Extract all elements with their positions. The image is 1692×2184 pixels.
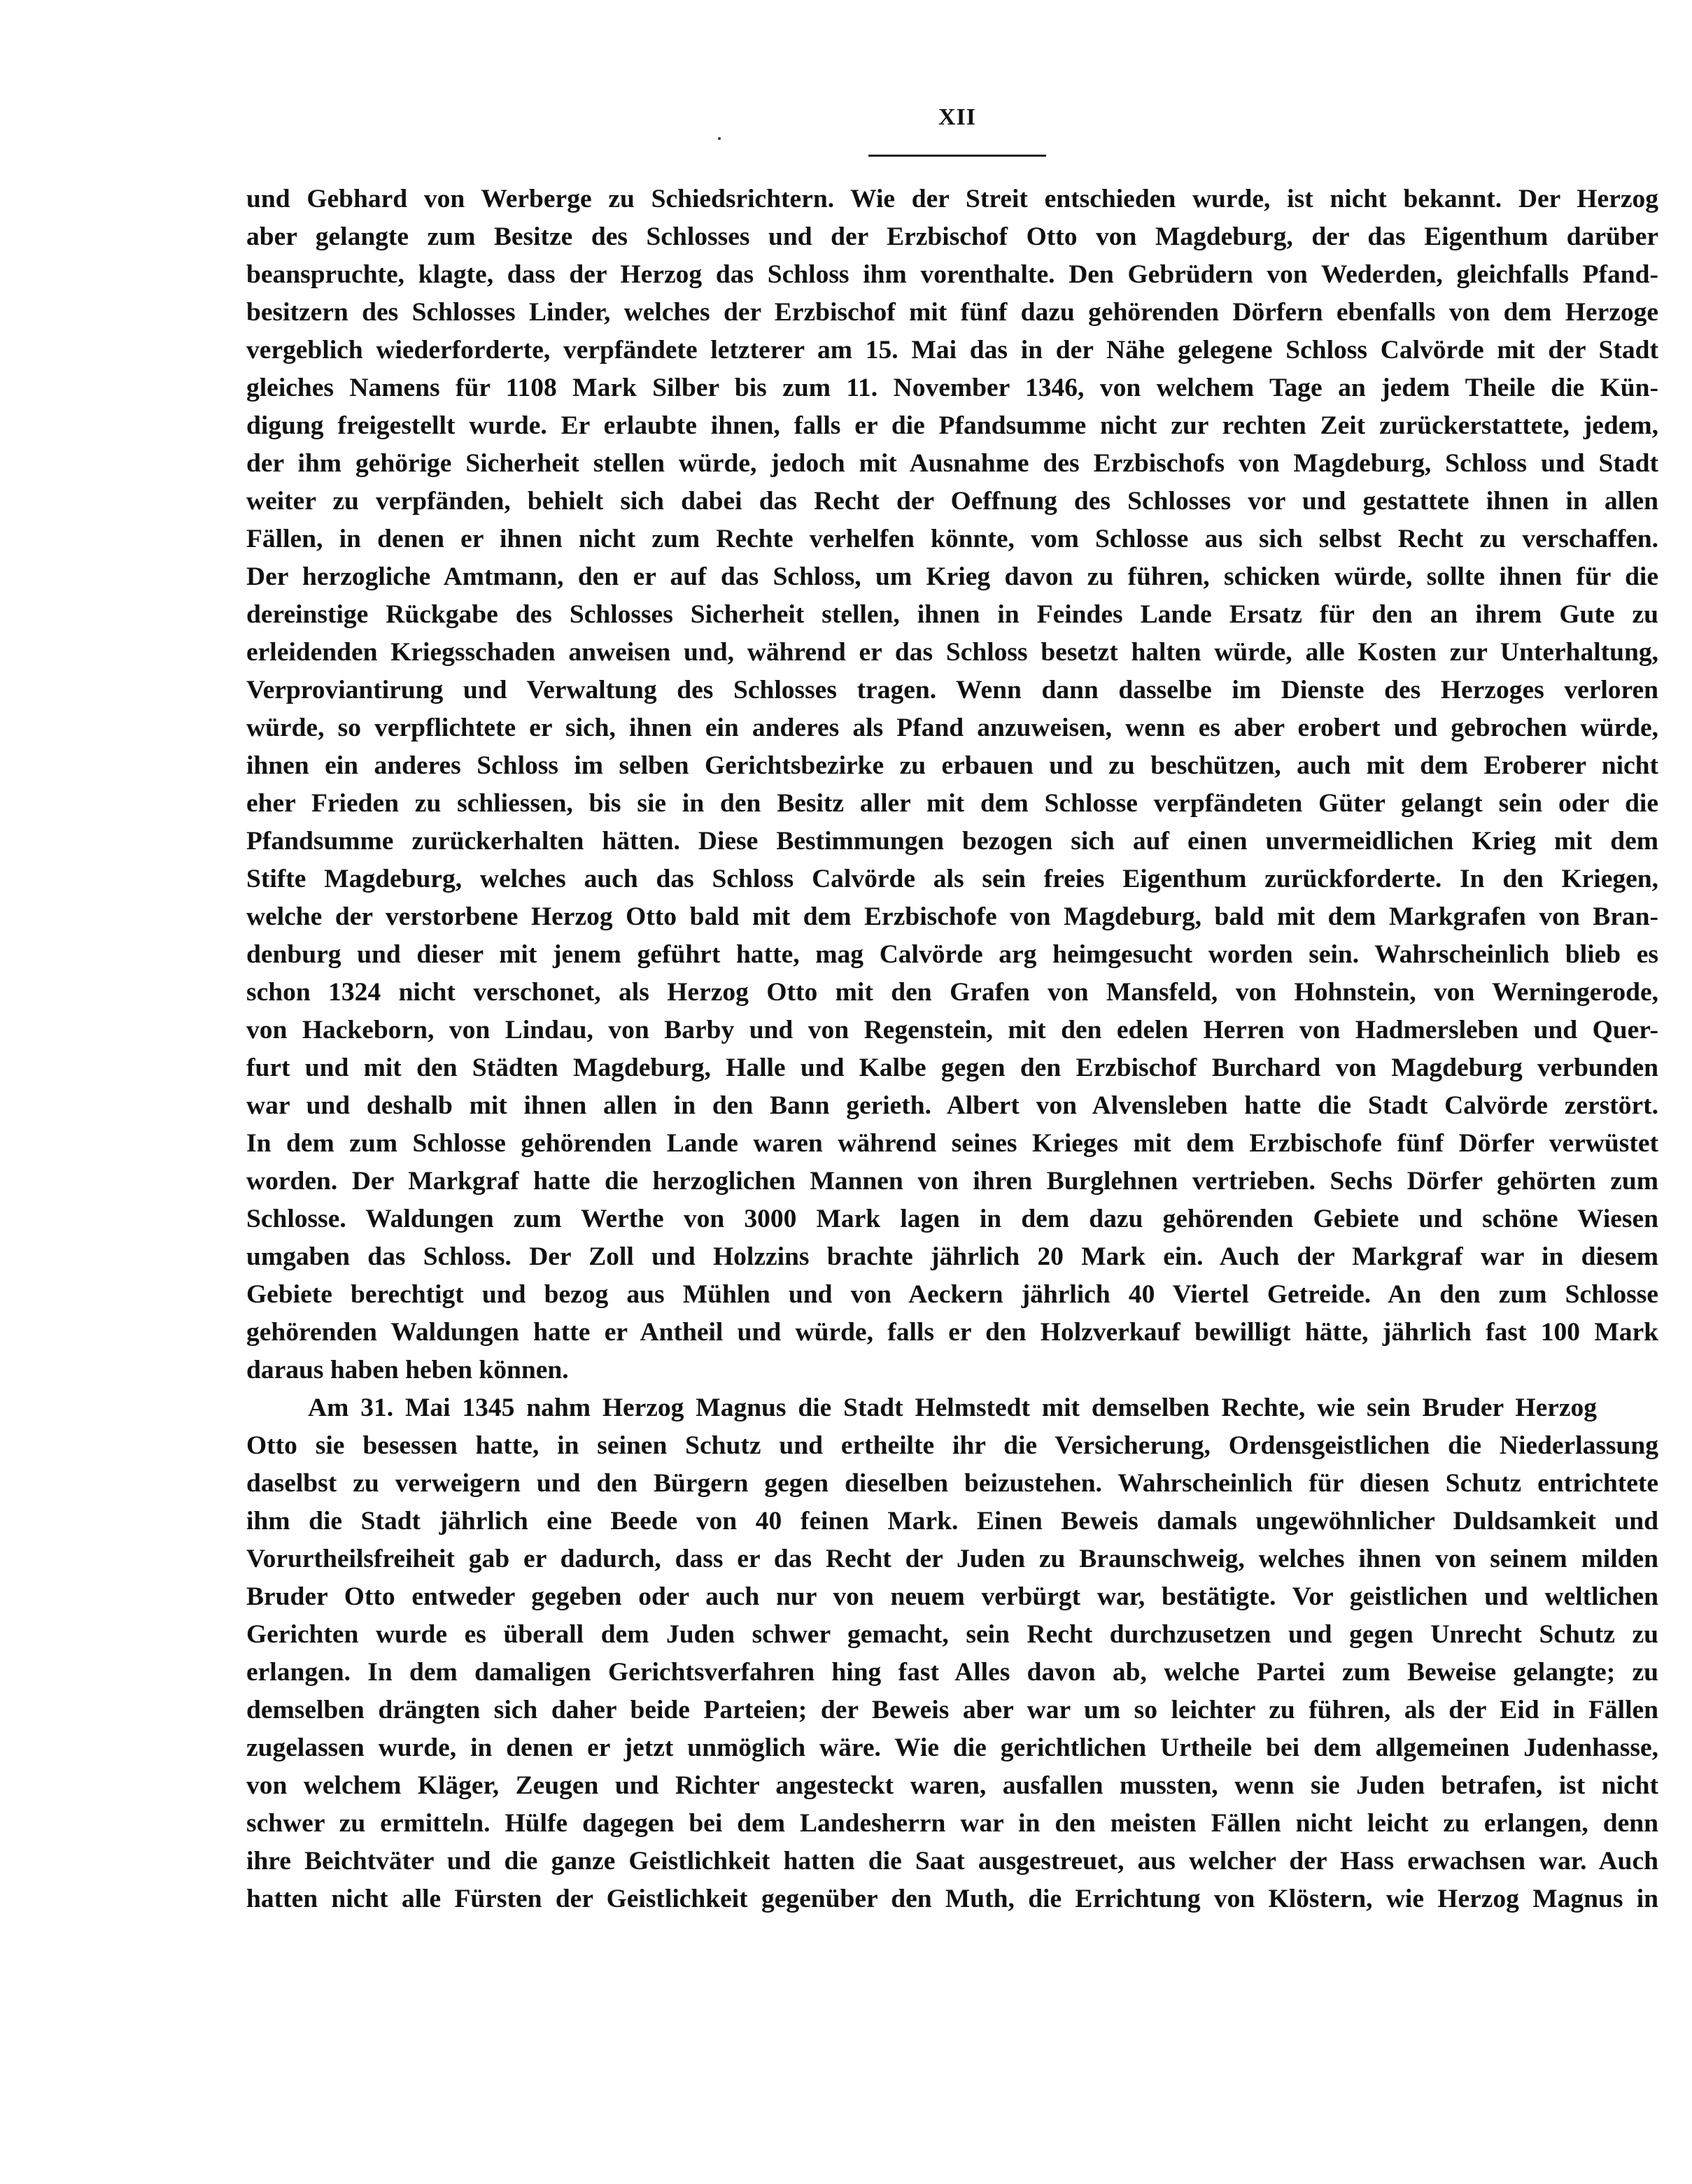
text-line: Bruder Otto entweder gegeben oder auch nur von neuem verbürgt war, bestätigte. Vor geistlichen und weltlichen [246,1582,1658,1611]
text-line: gleiches Namens für 1108 Mark Silber bis zum 11. November 1346, von welchem Tage an jedem Theile die Kün- [246,374,1658,402]
text-line: vergeblich wiederforderte, verpfändete letzterer am 15. Mai das in der Nähe gelegene Schloss Calvörde mit der Stadt [246,336,1658,364]
text-line: Stifte Magdeburg, welches auch das Schloss Calvörde als sein freies Eigenthum zurückforderte. In den Kriegen, [246,865,1658,893]
text-line: zugelassen wurde, in denen er jetzt unmöglich wäre. Wie die gerichtlichen Urtheile bei dem allgemeinen Judenhasse, [246,1733,1658,1762]
text-line: von welchem Kläger, Zeugen und Richter angesteckt waren, ausfallen mussten, wenn sie Juden betrafen, ist nicht [246,1771,1658,1800]
print-speck [718,137,721,140]
text-line: Am 31. Mai 1345 nahm Herzog Magnus die Stadt Helmstedt mit demselben Rechte, wie sein Bruder Herzog [308,1394,1597,1422]
text-line: digung freigestellt wurde. Er erlaubte ihnen, falls er die Pfandsumme nicht zur rechten Zeit zurückerstattete, jedem, [246,411,1658,440]
text-line: hatten nicht alle Fürsten der Geistlichkeit gegenüber den Muth, die Errichtung von Klöstern, wie Herzog Magnus in [246,1885,1658,1913]
page-number: XII [938,104,977,130]
body-text [246,180,1658,1918]
text-line: Der herzogliche Amtmann, den er auf das Schloss, um Krieg davon zu führen, schicken würde, sollte ihnen für die [246,562,1658,591]
text-line: ihre Beichtväter und die ganze Geistlichkeit hatten die Saat ausgestreuet, aus welcher der Hass erwachsen war. Auch [246,1847,1658,1875]
text-line: denburg und dieser mit jenem geführt hatte, mag Calvörde arg heimgesucht worden sein. Wahrscheinlich blieb es [246,940,1658,969]
text-line: beanspruchte, klagte, dass der Herzog das Schloss ihm vorenthalte. Den Gebrüdern von Wederden, gleichfalls Pfand- [246,260,1658,289]
text-line: demselben drängten sich daher beide Parteien; der Beweis aber war um so leichter zu führen, als der Eid in Fällen [246,1696,1658,1724]
text-line: der ihm gehörige Sicherheit stellen würde, jedoch mit Ausnahme des Erzbischofs von Magdeburg, Schloss und Stadt [246,449,1658,478]
text-line: erlangen. In dem damaligen Gerichtsverfahren hing fast Alles davon ab, welche Partei zum Beweise gelangte; zu [246,1658,1658,1687]
text-line: Schlosse. Waldungen zum Werthe von 3000 Mark lagen in dem dazu gehörenden Gebiete und schöne Wiesen [246,1205,1658,1233]
text-line: schon 1324 nicht verschonet, als Herzog Otto mit den Grafen von Mansfeld, von Hohnstein, von Werningerode, [246,978,1658,1007]
text-line: aber gelangte zum Besitze des Schlosses und der Erzbischof Otto von Magdeburg, der das Eigenthum darüber [246,222,1658,251]
text-line: weiter zu verpfänden, behielt sich dabei das Recht der Oeffnung des Schlosses vor und gestattete ihnen in allen [246,487,1658,516]
text-line: ihm die Stadt jährlich eine Beede von 40 feinen Mark. Einen Beweis damals ungewöhnlicher Duldsamkeit und [246,1507,1658,1536]
text-line: würde, so verpflichtete er sich, ihnen ein anderes als Pfand anzuweisen, wenn es aber erobert und gebrochen würde, [246,714,1658,742]
text-line: schwer zu ermitteln. Hülfe dagegen bei dem Landesherrn war in den meisten Fällen nicht leicht zu erlangen, denn [246,1809,1658,1838]
text-line: daselbst zu verweigern und den Bürgern gegen dieselben beizustehen. Wahrscheinlich für diesen Schutz entrichtete [246,1469,1658,1498]
text-line: war und deshalb mit ihnen allen in den Bann gerieth. Albert von Alvensleben hatte die Stadt Calvörde zerstört. [246,1091,1658,1120]
paragraph [246,180,1658,1389]
text-line: Gerichten wurde es überall dem Juden schwer gemacht, sein Recht durchzusetzen und gegen Unrecht Schutz zu [246,1620,1658,1649]
text-line: umgaben das Schloss. Der Zoll und Holzzins brachte jährlich 20 Mark ein. Auch der Markgraf war in diesem [246,1242,1658,1271]
text-line: erleidenden Kriegsschaden anweisen und, während er das Schloss besetzt halten würde, alle Kosten zur Unterhaltung, [246,638,1658,667]
text-line: Pfandsumme zurückerhalten hätten. Diese Bestimmungen bezogen sich auf einen unvermeidlichen Krieg mit dem [246,827,1658,856]
text-line: Otto sie besessen hatte, in seinen Schutz und ertheilte ihr die Versicherung, Ordensgeistlichen die Niederlassung [246,1431,1658,1460]
text-line: gehörenden Waldungen hatte er Antheil und würde, falls er den Holzverkauf bewilligt hätte, jährlich fast 100 Mark [246,1318,1658,1347]
text-line: ihnen ein anderes Schloss im selben Gerichtsbezirke zu erbauen und zu beschützen, auch mit dem Eroberer nicht [246,751,1658,780]
text-line: von Hackeborn, von Lindau, von Barby und von Regenstein, mit den edelen Herren von Hadmersleben und Quer- [246,1016,1658,1044]
text-line: daraus haben heben können. [246,1356,569,1384]
text-line: Vorurtheilsfreiheit gab er dadurch, dass er das Recht der Juden zu Braunschweig, welches ihnen von seinem milden [246,1545,1658,1573]
text-line: und Gebhard von Werberge zu Schiedsrichtern. Wie der Streit entschieden wurde, ist nicht bekannt. Der Herzog [246,185,1658,213]
text-line: Gebiete berechtigt und bezog aus Mühlen und von Aeckern jährlich 40 Viertel Getreide. An den zum Schlosse [246,1280,1658,1309]
text-line: furt und mit den Städten Magdeburg, Halle und Kalbe gegen den Erzbischof Burchard von Magdeburg verbunden [246,1054,1658,1082]
page-header [0,0,1692,168]
text-line: worden. Der Markgraf hatte die herzoglichen Mannen von ihren Burglehnen vertrieben. Sechs Dörfer gehörten zum [246,1167,1658,1196]
text-line: Fällen, in denen er ihnen nicht zum Rechte verhelfen könnte, vom Schlosse aus sich selbst Recht zu verschaffen. [246,525,1658,553]
text-line: besitzern des Schlosses Linder, welches der Erzbischof mit fünf dazu gehörenden Dörfern ebenfalls von dem Herzoge [246,298,1658,327]
text-line: Verproviantirung und Verwaltung des Schlosses tragen. Wenn dann dasselbe im Dienste des Herzoges verloren [246,676,1658,704]
text-line: welche der verstorbene Herzog Otto bald mit dem Erzbischofe von Magdeburg, bald mit dem Markgrafen von Bran- [246,902,1658,931]
header-rule [868,155,1046,157]
text-line: dereinstige Rückgabe des Schlosses Sicherheit stellen, ihnen in Feindes Lande Ersatz für den an ihrem Gute zu [246,600,1658,629]
text-line: In dem zum Schlosse gehörenden Lande waren während seines Krieges mit dem Erzbischofe fünf Dörfer verwüstet [246,1129,1658,1158]
text-line: eher Frieden zu schliessen, bis sie in den Besitz aller mit dem Schlosse verpfändeten Güter gelangt sein oder die [246,789,1658,818]
paragraph [246,1389,1658,1918]
